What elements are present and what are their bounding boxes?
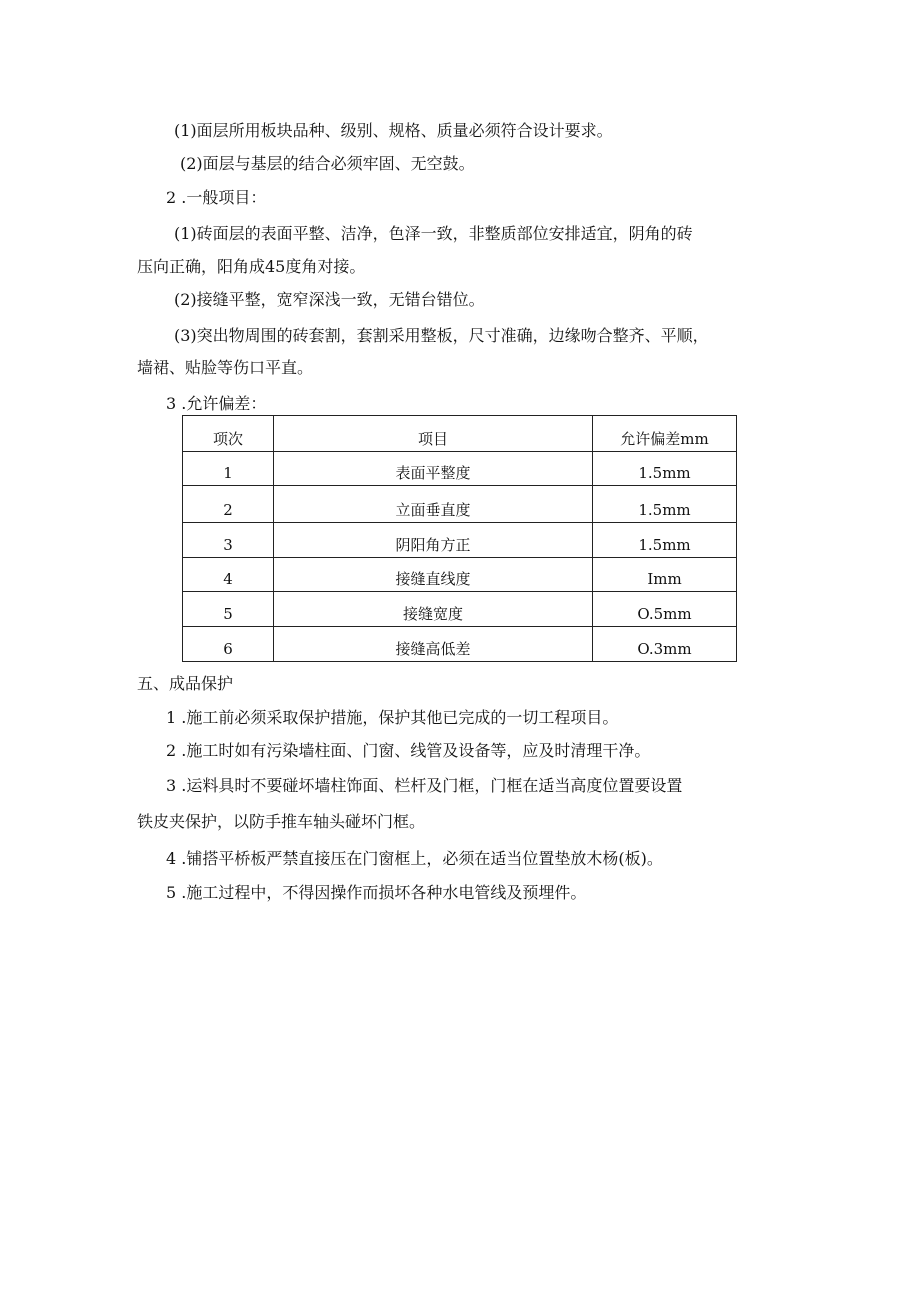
table-cell: O.5mm <box>593 592 737 627</box>
table-cell: O.3mm <box>593 627 737 662</box>
paragraph-line: (2)接缝平整，宽窄深浅一致，无错台错位。 <box>174 290 485 309</box>
table-cell: 2 <box>183 486 274 523</box>
table-cell: 表面平整度 <box>274 452 593 486</box>
table-row <box>183 627 737 662</box>
table-row <box>183 452 737 486</box>
table-row <box>183 558 737 592</box>
paragraph-line: 铁皮夹保护，以防手推车轴头碰坏门框。 <box>137 812 426 831</box>
paragraph-line: 1 .施工前必须采取保护措施，保护其他已完成的一切工程项目。 <box>166 708 619 727</box>
paragraph-line: (3)突出物周围的砖套割，套割采用整板，尺寸准确，边缘吻合整齐、平顺， <box>174 326 709 345</box>
table-cell: 1.5mm <box>593 523 737 558</box>
subheading-general-items: 2 .一般项目： <box>166 188 267 207</box>
deviation-table <box>182 415 737 662</box>
table-cell: 立面垂直度 <box>274 486 593 523</box>
table-cell: 1 <box>183 452 274 486</box>
table-cell: 接缝高低差 <box>274 627 593 662</box>
table-header-cell: 允许偏差mm <box>593 416 737 452</box>
table-cell: Imm <box>593 558 737 592</box>
paragraph-line: (2)面层与基层的结合必须牢固、无空鼓。 <box>180 154 475 173</box>
table-cell: 阴阳角方正 <box>274 523 593 558</box>
table-cell: 5 <box>183 592 274 627</box>
table-header-cell: 项目 <box>274 416 593 452</box>
subheading-allowed-deviation: 3 .允许偏差： <box>166 394 267 413</box>
section-heading: 五、成品保护 <box>137 674 234 693</box>
table-header-cell: 项次 <box>183 416 274 452</box>
table-cell: 接缝直线度 <box>274 558 593 592</box>
table-header-row <box>183 416 737 452</box>
table-cell: 3 <box>183 523 274 558</box>
table-cell: 4 <box>183 558 274 592</box>
table-row <box>183 523 737 558</box>
table-cell: 接缝宽度 <box>274 592 593 627</box>
table-row <box>183 592 737 627</box>
table-row <box>183 486 737 523</box>
paragraph-line: 3 .运料具时不要碰坏墙柱饰面、栏杆及门框，门框在适当高度位置要设置 <box>166 776 683 795</box>
paragraph-line: (1)砖面层的表面平整、洁净，色泽一致，非整质部位安排适宜，阴角的砖 <box>174 224 693 243</box>
paragraph-line: (1)面层所用板块品种、级别、规格、质量必须符合设计要求。 <box>174 121 613 140</box>
paragraph-line: 5 .施工过程中，不得因操作而损坏各种水电管线及预埋件。 <box>166 883 587 902</box>
table-cell: 1.5mm <box>593 486 737 523</box>
table-cell: 6 <box>183 627 274 662</box>
paragraph-line: 压向正确，阳角成45度角对接。 <box>137 257 366 276</box>
paragraph-line: 墙裙、贴脸等伤口平直。 <box>137 358 314 377</box>
paragraph-line: 2 .施工时如有污染墙柱面、门窗、线管及设备等，应及时清理干净。 <box>166 741 651 760</box>
paragraph-line: 4 .铺搭平桥板严禁直接压在门窗框上，必须在适当位置垫放木杨(板)。 <box>166 849 663 868</box>
table-cell: 1.5mm <box>593 452 737 486</box>
